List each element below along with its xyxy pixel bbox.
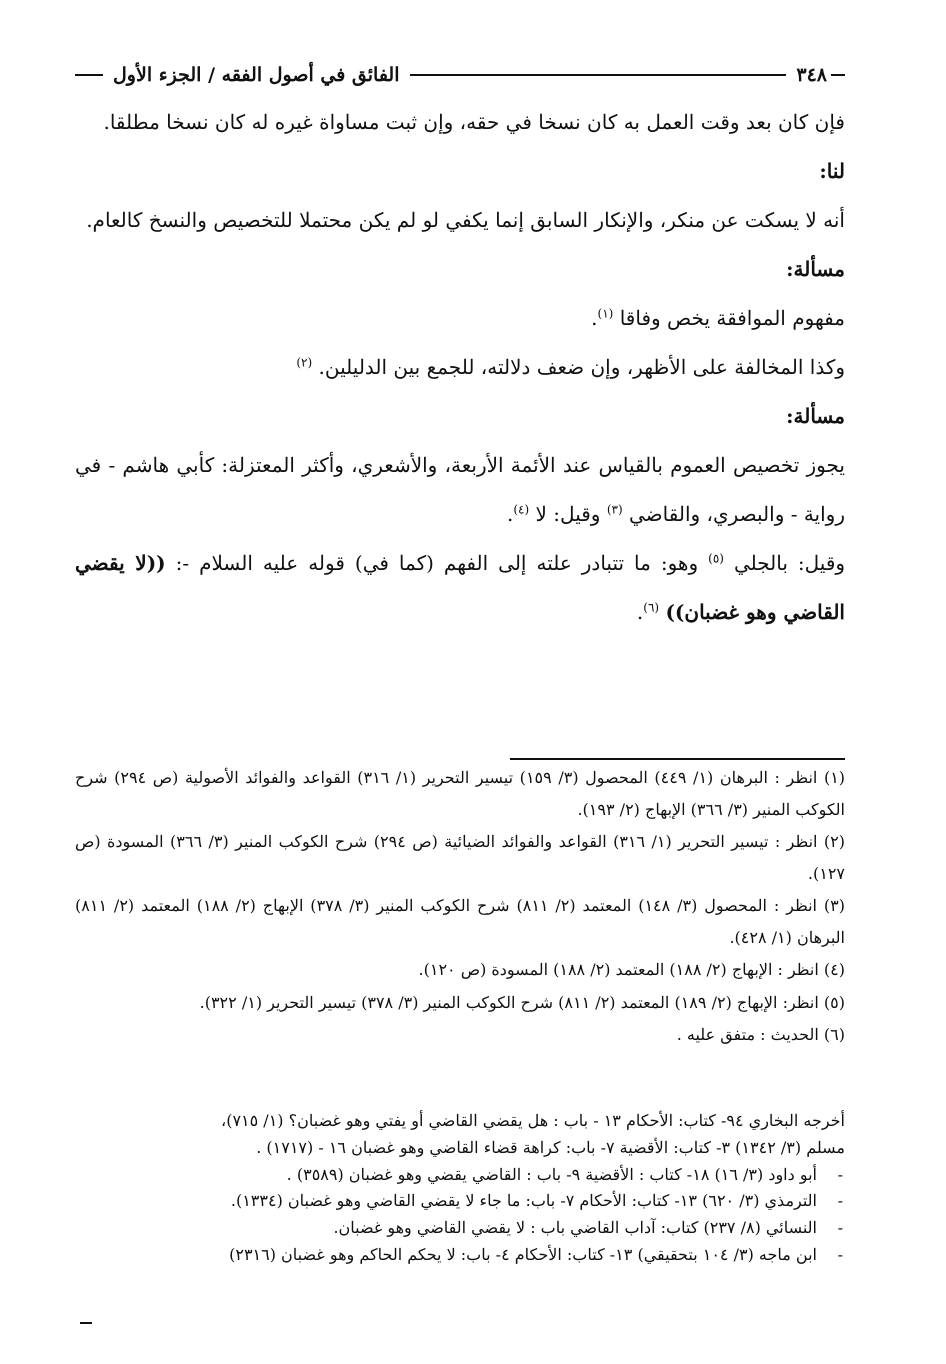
page-header	[75, 55, 845, 95]
source-line: مسلم (٣/ ١٣٤٢) ٣- كتاب: الأقضية ٧- باب: كراهة قضاء القاضي وهو غضبان ١٦ - (١٧١٧) .	[256, 1137, 845, 1157]
section-heading: مسألة:	[786, 404, 845, 428]
section-heading: لنا:	[819, 159, 845, 183]
running-title: الفائق في أصول الفقه / الجزء الأول	[113, 64, 400, 86]
paragraph-text: يجوز تخصيص العموم بالقياس عند الأئمة الأربعة، والأشعري، وأكثر المعتزلة: كأبي هاشم - في رواية - والبصري، والقاضي	[75, 453, 845, 526]
main-text	[75, 98, 845, 637]
footnote: (٢) انظر : تيسير التحرير (١/ ٣١٦) القواعد والفوائد الضيائية (ص ٢٩٤) شرح الكوكب المنير (٣/ ٣٦٦) المسودة (ص ١٢٧).	[75, 832, 846, 883]
paragraph	[75, 441, 845, 539]
list-item	[75, 1242, 845, 1269]
paragraph: أنه لا يسكت عن منكر، والإنكار السابق إنما يكفي لو لم يكن محتملا للتخصيص والنسخ كالعام.	[86, 208, 845, 232]
footnote-ref[interactable]: (٢)	[296, 355, 313, 370]
header-rule	[410, 74, 787, 76]
paragraph-text: وكذا المخالفة على الأظهر، وإن ضعف دلالته، للجمع بين الدليلين.	[318, 355, 845, 379]
footnote: (٤) انظر : الإبهاج (٢/ ١٨٨) المعتمد (٢/ ١٨٨) المسودة (ص ١٢٠).	[418, 960, 845, 979]
hadith-sources	[75, 1108, 845, 1269]
paragraph-end: .	[507, 502, 514, 526]
footnote-ref[interactable]: (١)	[597, 306, 614, 321]
list-item-text: النسائي (٨/ ٢٣٧) كتاب: آداب القاضي باب : لا يقضي القاضي وهو غضبان.	[333, 1218, 817, 1238]
paragraph-text: وقيل: لا	[535, 502, 601, 526]
paragraph-end: .	[591, 306, 598, 330]
bullet: -	[837, 1191, 843, 1211]
end-mark	[80, 1322, 92, 1324]
footnote-ref[interactable]: (٣)	[606, 502, 623, 517]
list-item	[75, 1162, 845, 1189]
footnotes	[75, 762, 845, 1052]
source-line: أخرجه البخاري ٩٤- كتاب: الأحكام ١٣ - باب : هل يقضي القاضي أو يفتي وهو غضبان؟ (١/ ٧١٥)،	[221, 1111, 845, 1130]
footnote: (١) انظر : البرهان (١/ ٤٤٩) المحصول (٣/ ١٥٩) تيسير التحرير (١/ ٣١٦) القواعد والفوائد الأصولية (ص ٢٩٤) شرح الكوكب المنير (٣/ ٣٦٦) الإبهاج (٢/ ١٩٣).	[75, 768, 846, 819]
paragraph-text: وهو: ما تتبادر علته إلى الفهم (كما في) قوله عليه السلام -:	[175, 551, 699, 575]
list-item	[75, 1188, 845, 1215]
source-list	[75, 1162, 845, 1269]
footnote: (٣) انظر : المحصول (٣/ ١٤٨) المعتمد (٢/ ٨١١) شرح الكوكب المنير (٣/ ٣٧٨) الإبهاج (٢/ ١٨٨) المعتمد (٢/ ٨١١) البرهان (١/ ٤٢٨).	[75, 896, 845, 947]
footnote-ref[interactable]: (٦)	[643, 600, 660, 615]
list-item-text: الترمذي (٣/ ٦٢٠) ١٣- كتاب: الأحكام ٧- باب: ما جاء لا يقضي القاضي وهو غضبان (١٣٣٤).	[230, 1191, 817, 1211]
hadith-quote: ((لا يقضي القاضي وهو غضبان))	[75, 551, 845, 624]
footnote-ref[interactable]: (٤)	[513, 502, 530, 517]
paragraph-text: وقيل: بالجلي	[733, 551, 846, 575]
paragraph	[75, 294, 845, 343]
bullet: -	[837, 1218, 843, 1238]
paragraph	[75, 539, 845, 637]
page-number: ٣٤٨	[796, 64, 827, 86]
bullet: -	[837, 1164, 843, 1184]
footnote-separator	[510, 758, 845, 760]
list-item-text: ابن ماجه (٣/ ١٠٤ بتحقيقي) ١٣- كتاب: الأحكام ٤- باب: لا يحكم الحاكم وهو غضبان (٢٣١٦)	[229, 1244, 817, 1264]
header-dash	[831, 74, 845, 76]
footnote-ref[interactable]: (٥)	[708, 551, 724, 566]
section-heading: مسألة:	[786, 257, 845, 281]
header-dash-end	[75, 74, 103, 76]
list-item-text: أبو داود (٣/ ١٦) ١٨- كتاب : الأقضية ٩- باب : القاضي يقضي وهو غضبان (٣٥٨٩) .	[286, 1164, 817, 1184]
paragraph-end: .	[636, 600, 644, 624]
paragraph	[75, 343, 845, 392]
footnote: (٦) الحديث : متفق عليه .	[676, 1025, 845, 1044]
paragraph-text: مفهوم الموافقة يخص وفاقا	[619, 306, 845, 330]
list-item	[75, 1215, 845, 1242]
bullet: -	[837, 1244, 843, 1264]
footnote: (٥) انظر: الإبهاج (٢/ ١٨٩) المعتمد (٢/ ٨١١) شرح الكوكب المنير (٣/ ٣٧٨) تيسير التحرير (١/ ٣٢٢).	[199, 992, 845, 1012]
paragraph: فإن كان بعد وقت العمل به كان نسخا في حقه، وإن ثبت مساواة غيره له كان نسخا مطلقا.	[103, 110, 845, 134]
